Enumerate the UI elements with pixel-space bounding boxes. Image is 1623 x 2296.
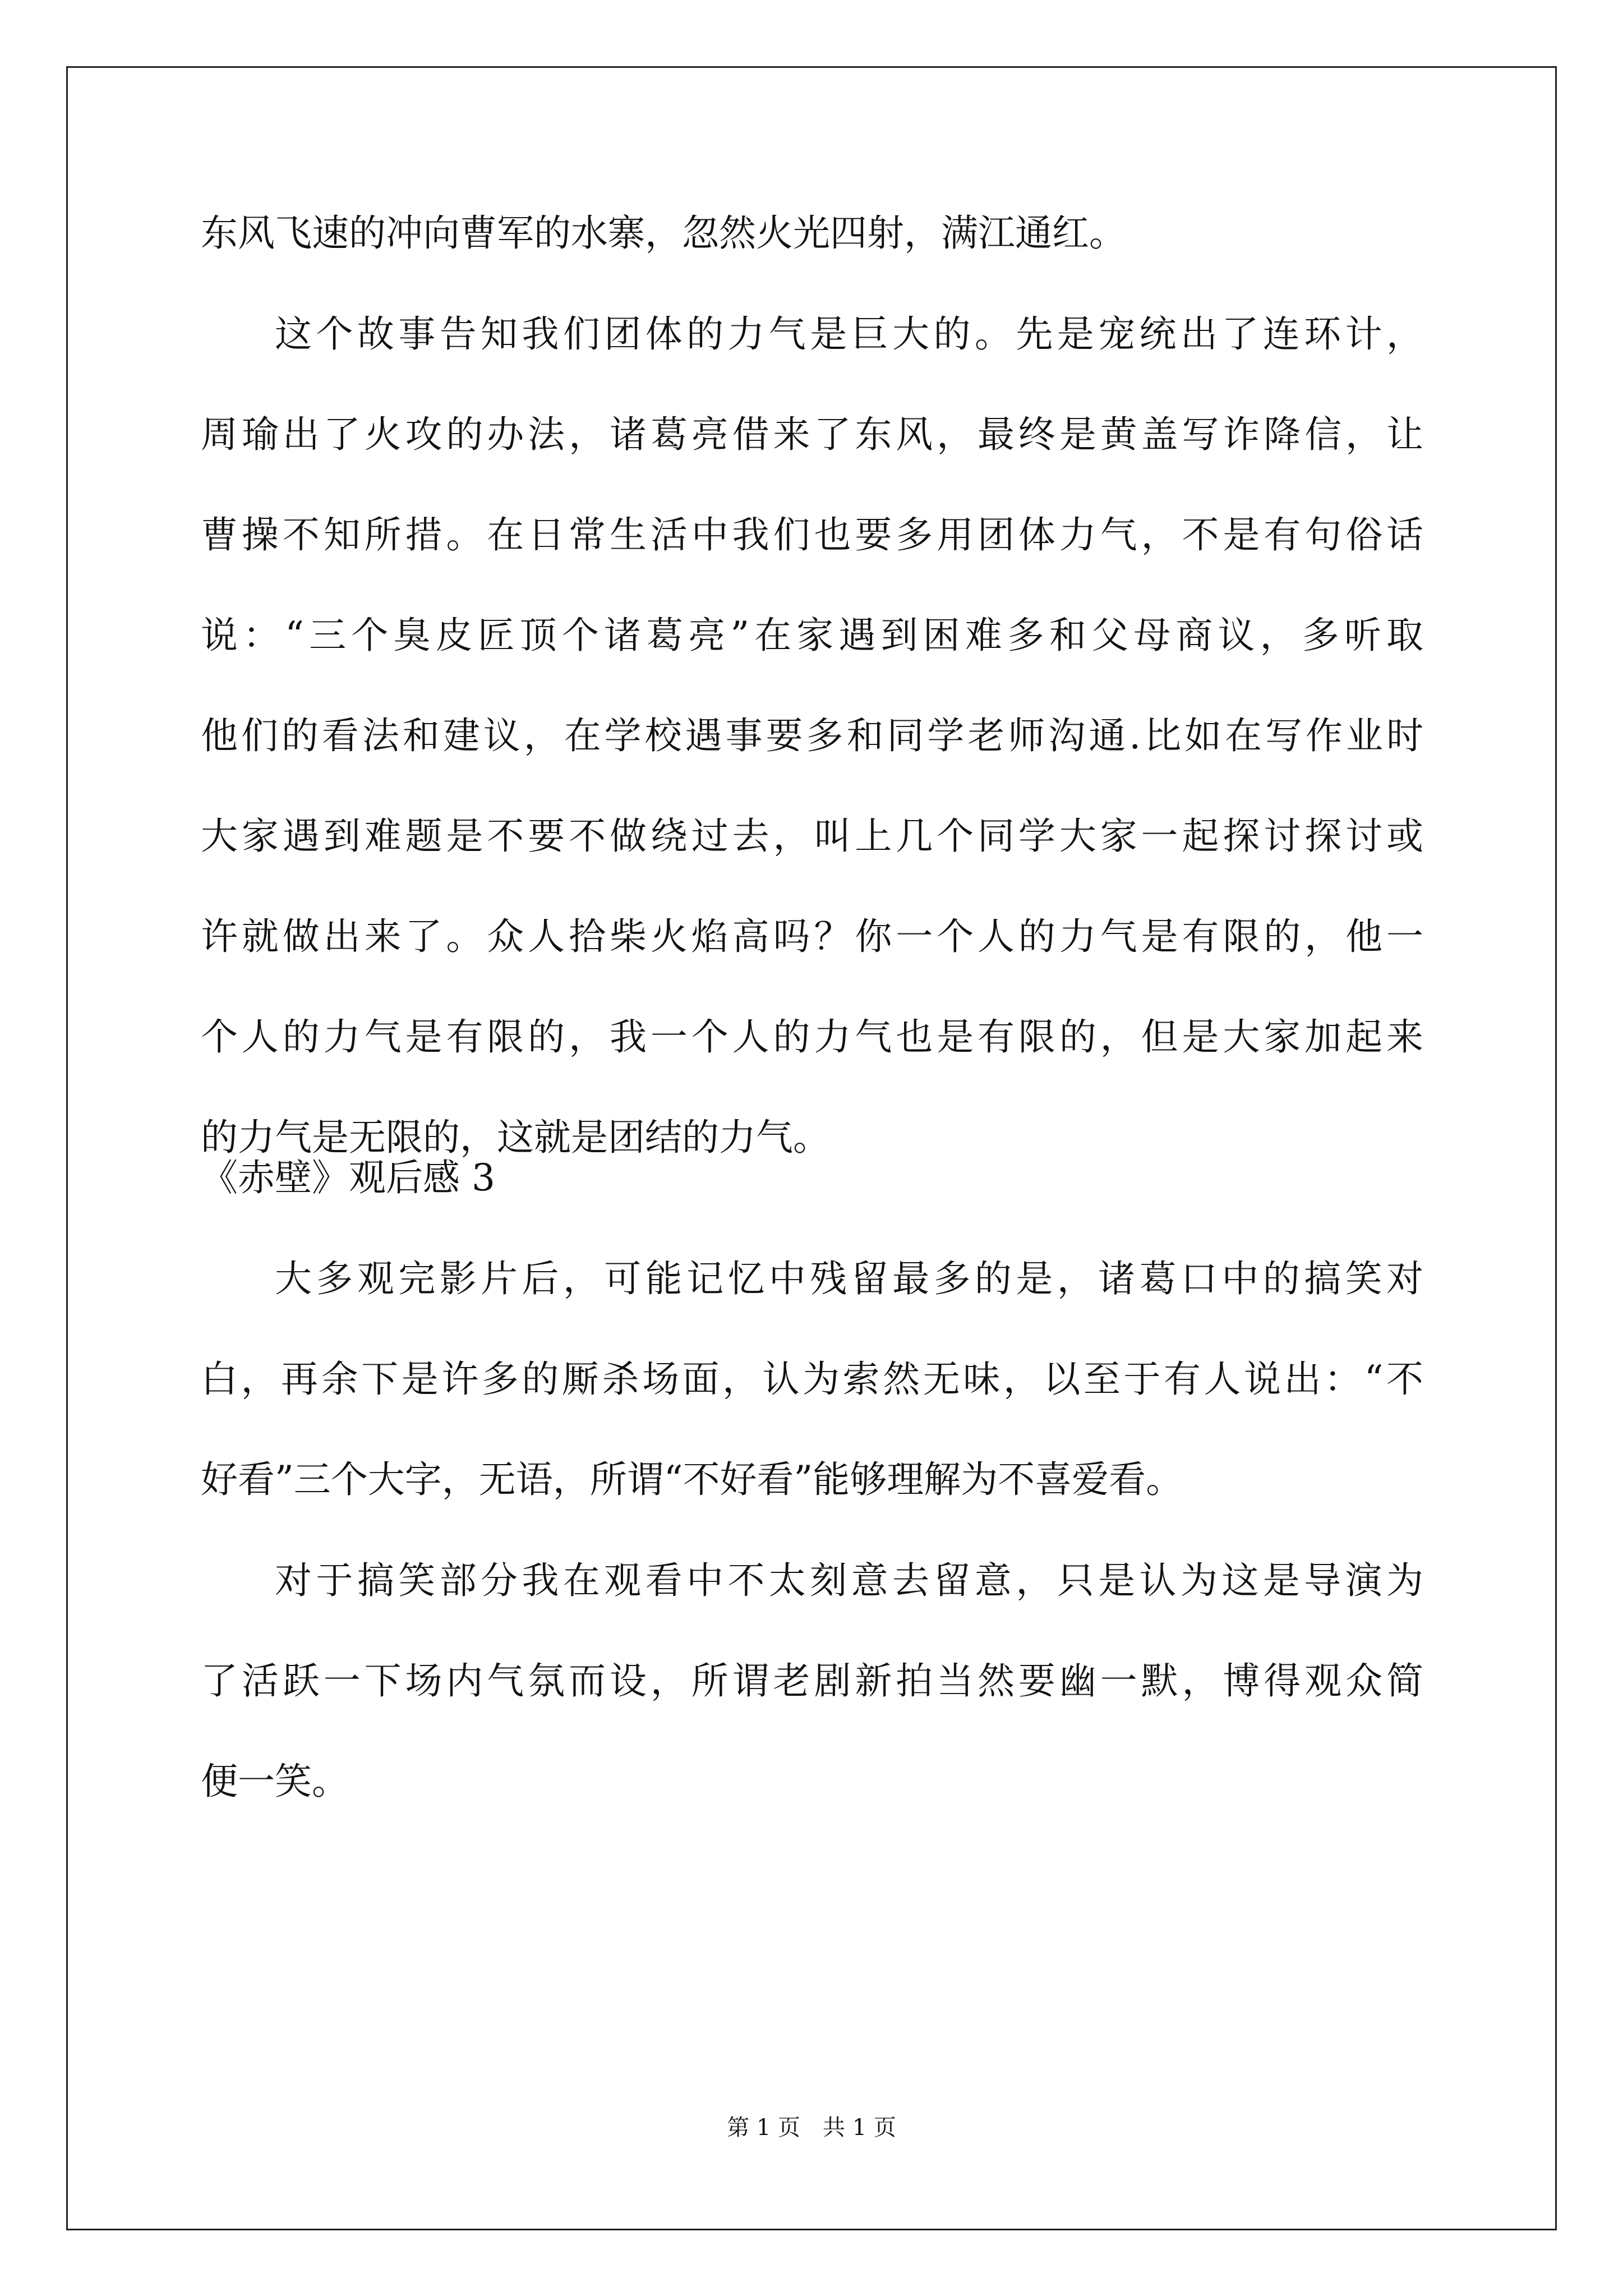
paragraph-line: 这个故事告知我们团体的力气是巨大的。先是宠统出了连环计，	[275, 312, 1423, 356]
paragraph-line: 个人的力气是有限的，我一个人的力气也是有限的，但是大家加起来	[201, 1015, 1423, 1059]
paragraph-line: 大多观完影片后，可能记忆中残留最多的是，诸葛口中的搞笑对	[275, 1257, 1423, 1300]
paragraph-line: 东风飞速的冲向曹军的水寨，忽然火光四射，满江通红。	[201, 211, 1126, 255]
paragraph-line: 好看”三个大字，无语，所谓“不好看”能够理解为不喜爱看。	[201, 1458, 1183, 1501]
paragraph-line: 说：“三个臭皮匠顶个诸葛亮”在家遇到困难多和父母商议，多听取	[201, 614, 1423, 657]
paragraph-line: 对于搞笑部分我在观看中不太刻意去留意，只是认为这是导演为	[275, 1559, 1423, 1602]
paragraph-line: 白，再余下是许多的厮杀场面，认为索然无味，以至于有人说出：“不	[201, 1358, 1423, 1401]
paragraph-line: 的力气是无限的，这就是团结的力气。	[201, 1116, 830, 1159]
paragraph-line: 许就做出来了。众人拾柴火焰高吗？你一个人的力气是有限的，他一	[201, 915, 1423, 958]
paragraph-line: 他们的看法和建议，在学校遇事要多和同学老师沟通.比如在写作业时	[201, 714, 1423, 757]
paragraph-line: 曹操不知所措。在日常生活中我们也要多用团体力气，不是有句俗话	[201, 513, 1423, 556]
page-footer: 第 1 页 共 1 页	[727, 2115, 896, 2141]
paragraph-line: 大家遇到难题是不要不做绕过去，叫上几个同学大家一起探讨探讨或	[201, 815, 1423, 858]
paragraph-line: 了活跃一下场内气氛而设，所谓老剧新拍当然要幽一默，博得观众简	[201, 1659, 1423, 1703]
document-body	[201, 213, 1423, 1802]
section-heading: 《赤壁》观后感 3	[201, 1156, 495, 1199]
paragraph-line: 便一笑。	[201, 1760, 349, 1803]
paragraph-line: 周瑜出了火攻的办法，诸葛亮借来了东风，最终是黄盖写诈降信，让	[201, 413, 1423, 456]
